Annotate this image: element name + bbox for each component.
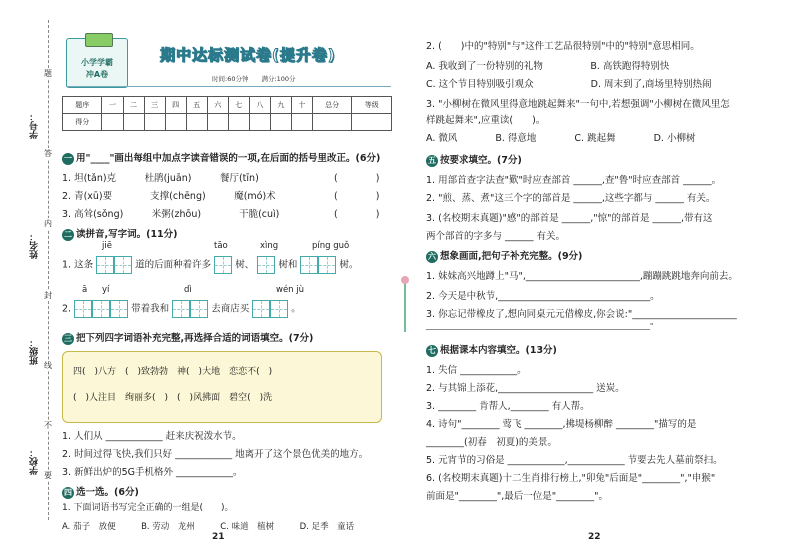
school-field: 学校： xyxy=(30,448,40,475)
score-table xyxy=(62,96,392,131)
pinyin-label: ā xyxy=(82,285,88,295)
right-page xyxy=(426,0,776,549)
pinyin-label: yí xyxy=(102,285,110,295)
char-grid[interactable] xyxy=(190,300,208,318)
book-icon xyxy=(85,33,113,47)
r-q6-line: 1. 妹妹高兴地蹲上"马",________________________,蹦蹦跳跳地奔向前去。 xyxy=(426,271,738,282)
gutter-mark: 要 xyxy=(44,471,52,480)
q2-text: 带着我和 xyxy=(131,303,170,315)
char-grid[interactable] xyxy=(92,300,110,318)
r-q7-line: 4. 诗句"________ 莺飞 ________,拂堤杨柳醉 ________"描写的是 xyxy=(426,419,697,430)
score-header-cell: 四 xyxy=(165,97,186,114)
gutter-mark: 封 xyxy=(44,291,52,300)
char-grid[interactable] xyxy=(172,300,190,318)
r-q7-line: 前面是"________",最后一位是"________"。 xyxy=(426,491,608,502)
r-q7-line: 5. 元宵节的习俗是 ____________,____________ 节要去先人墓前祭扫。 xyxy=(426,455,723,466)
gutter-mark: 线 xyxy=(44,361,52,370)
r-q5-line: 2. "煎、蒸、煮"这三个字的部首是 ______,这些字都与 ______ 有关。 xyxy=(426,193,716,204)
binding-gutter xyxy=(0,0,58,549)
section-title: 把下列四字词语补充完整,再选择合适的词语填空。(7分) xyxy=(76,333,314,344)
q1-line: 1. 坦(tǎn)克 杜鹃(juān) 餐厅(tīn) xyxy=(62,173,259,184)
q2-text: 去商店买 xyxy=(211,303,250,315)
section-title: 根据课本内容填空。(13分) xyxy=(440,345,557,356)
char-grid[interactable] xyxy=(214,256,232,274)
gutter-mark: 内 xyxy=(44,219,52,228)
flower-decoration xyxy=(404,282,406,332)
word-bank-row: ( )人注目 绚丽多( ) ( )风拂面 碧空( )洗 xyxy=(73,393,273,403)
exam-meta: 时间:60分钟 满分:100分 xyxy=(212,75,296,83)
pinyin-label: píng guǒ xyxy=(312,241,350,251)
section-title: 想象画面,把句子补充完整。(9分) xyxy=(440,251,583,262)
page-number-right: 22 xyxy=(588,532,601,542)
section-4-heading xyxy=(62,484,139,499)
r-q7-line: 6. (名校期末真题)十二生肖排行榜上,"卯兔"后面是"________","申猴" xyxy=(426,473,716,484)
section-number: 七 xyxy=(428,345,436,355)
section-2-heading xyxy=(62,226,178,241)
score-cell[interactable] xyxy=(352,114,392,131)
score-cell[interactable] xyxy=(249,114,270,131)
answer-paren[interactable]: ( ) xyxy=(334,209,380,220)
q4-question: 1. 下面词语书写完全正确的一组是( )。 xyxy=(62,503,234,513)
q3-line: 2. 时间过得飞快,我们只好 ____________ 地离开了这个景色优美的地方。 xyxy=(62,449,369,460)
gutter-mark: 题 xyxy=(44,69,52,78)
left-page xyxy=(62,0,392,549)
name-field: 姓名： xyxy=(30,232,40,259)
score-header-cell: 五 xyxy=(186,97,207,114)
r-q4-line: 2. ( )中的"特别"与"这件工艺品很特别"中的"特别"意思相同。 xyxy=(426,41,700,52)
gutter-mark: 答 xyxy=(44,149,52,158)
section-number: 三 xyxy=(64,333,72,343)
char-grid[interactable] xyxy=(110,300,128,318)
pinyin-label: xìng xyxy=(260,241,279,251)
score-header-cell: 九 xyxy=(270,97,291,114)
answer-paren[interactable]: ( ) xyxy=(334,191,380,202)
score-header-cell: 二 xyxy=(123,97,144,114)
score-cell[interactable] xyxy=(165,114,186,131)
section-3-heading xyxy=(62,330,313,345)
answer-paren[interactable]: ( ) xyxy=(334,173,380,184)
gutter-mark: 不 xyxy=(44,421,52,430)
pinyin-label: tāo xyxy=(214,241,228,251)
section-title: 用"____"画出每组中加点字读音错误的一项,在后面的括号里改正。(6分) xyxy=(76,153,381,164)
r-q7-line: ________(初春 初夏)的美景。 xyxy=(426,437,557,448)
section-title: 按要求填空。(7分) xyxy=(440,155,522,166)
score-header-cell: 七 xyxy=(228,97,249,114)
r-q6-line: 3. 你忘记带橡皮了,想向同桌元元借橡皮,你会说:"______________________ xyxy=(426,309,737,320)
score-header-cell: 十 xyxy=(291,97,312,114)
q3-line: 3. 新鲜出炉的5G手机格外 ____________。 xyxy=(62,467,243,478)
score-header-cell: 题序 xyxy=(63,97,102,114)
r-q4-line: 3. "小柳树在微风里得意地跳起舞来"一句中,若想强调"小柳树在微风里怎 xyxy=(426,99,730,110)
score-cell[interactable] xyxy=(291,114,312,131)
word-bank-row: 四( )八方 ( )致勃勃 神( )大地 恋恋不( ) xyxy=(73,367,273,377)
r-q7-line: 2. 与其锦上添花,____________________ 送炭。 xyxy=(426,383,625,394)
r-q7-line: 3. ________ 肯帮人,________ 有人帮。 xyxy=(426,401,590,412)
r-q4-line: C. 这个节目特别吸引观众 D. 周末到了,商场里特别热闹 xyxy=(426,79,712,90)
section-title: 选一选。(6分) xyxy=(76,487,139,498)
r-q4-line: A. 微风 B. 得意地 C. 跳起舞 D. 小柳树 xyxy=(426,133,696,144)
score-header-cell: 等级 xyxy=(352,97,392,114)
char-grid[interactable] xyxy=(252,300,270,318)
q2-text: 1. 这条 xyxy=(62,259,94,271)
page-number-left: 21 xyxy=(212,532,225,542)
char-grid[interactable] xyxy=(114,256,132,274)
q2-line-2 xyxy=(62,300,301,318)
char-grid[interactable] xyxy=(318,256,336,274)
q4-options: A. 茄子 放便 B. 劳动 龙州 C. 味道 植树 D. 足季 童话 xyxy=(62,522,355,532)
q2-text: 树和 xyxy=(278,259,298,271)
r-q5-line: 3. (名校期末真题)"感"的部首是 ______,"惊"的部首是 ______,带有这 xyxy=(426,213,713,224)
char-grid[interactable] xyxy=(270,300,288,318)
char-grid[interactable] xyxy=(74,300,92,318)
score-cell[interactable] xyxy=(228,114,249,131)
section-number: 一 xyxy=(64,153,72,163)
cut-line xyxy=(48,20,49,520)
section-6-heading xyxy=(426,248,582,263)
score-header-cell: 一 xyxy=(102,97,123,114)
logo-line1: 小学学霸 xyxy=(81,58,113,67)
q2-text: 。 xyxy=(291,303,301,315)
r-q7-line: 1. 失信 ____________。 xyxy=(426,365,527,376)
section-number: 四 xyxy=(64,487,72,497)
score-cell[interactable] xyxy=(102,114,123,131)
section-5-heading xyxy=(426,152,522,167)
char-grid[interactable] xyxy=(257,256,275,274)
section-title: 读拼音,写字词。(11分) xyxy=(76,229,178,240)
q1-line: 2. 青(xū)要 支撑(chēng) 魔(mó)术 xyxy=(62,191,276,202)
score-cell[interactable] xyxy=(144,114,165,131)
divider xyxy=(66,86,391,87)
pinyin-label: dì xyxy=(184,285,192,295)
score-row-label: 得分 xyxy=(63,114,102,131)
score-cell[interactable] xyxy=(186,114,207,131)
char-grid[interactable] xyxy=(300,256,318,274)
r-q5-line: 两个部首的字多与 ______ 有关。 xyxy=(426,231,566,242)
class-field: 班级： xyxy=(30,338,40,365)
score-cell[interactable] xyxy=(123,114,144,131)
section-number: 六 xyxy=(428,251,436,261)
student-id-field: 学号： xyxy=(30,112,40,139)
q2-text: 树、 xyxy=(235,259,255,271)
word-bank-box xyxy=(62,351,382,423)
logo-line2: 冲A卷 xyxy=(85,70,109,79)
section-number: 二 xyxy=(64,229,72,239)
section-1-heading xyxy=(62,150,380,165)
score-cell[interactable] xyxy=(270,114,291,131)
char-grid[interactable] xyxy=(96,256,114,274)
q2-line-1 xyxy=(62,256,358,274)
section-7-heading xyxy=(426,342,557,357)
q1-line: 3. 高耸(sǒng) 米粥(zhōu) 干脆(cuì) xyxy=(62,209,280,220)
pinyin-label: wén jù xyxy=(276,285,305,295)
r-q6-line: 2. 今天是中秋节,________________________________。 xyxy=(426,291,660,302)
page-title: 期中达标测试卷(提升卷) xyxy=(160,46,336,64)
score-header-cell: 六 xyxy=(207,97,228,114)
score-header-cell: 八 xyxy=(249,97,270,114)
q3-line: 1. 人们从 ____________ 赶来庆祝泼水节。 xyxy=(62,431,242,442)
brand-logo xyxy=(66,38,128,88)
score-cell[interactable] xyxy=(207,114,228,131)
r-q4-line: 样跳起舞来",应重读( )。 xyxy=(426,115,546,126)
score-header-cell: 总分 xyxy=(312,97,351,114)
r-q6-line: ________________________________________________________________" xyxy=(426,322,654,330)
q2-text: 2. xyxy=(62,303,72,315)
section-number: 五 xyxy=(428,155,436,165)
q2-text: 道的后面种着许多 xyxy=(135,259,212,271)
score-header-cell: 三 xyxy=(144,97,165,114)
q2-text: 树。 xyxy=(339,259,359,271)
r-q5-line: 1. 用部首查字法查"歎"时应查部首 ______,查"鲁"时应查部首 ______。 xyxy=(426,175,722,186)
r-q4-line: A. 我收到了一份特别的礼物 B. 高铁跑得特别快 xyxy=(426,61,670,72)
score-cell[interactable] xyxy=(312,114,351,131)
pinyin-label: jiē xyxy=(102,241,112,251)
